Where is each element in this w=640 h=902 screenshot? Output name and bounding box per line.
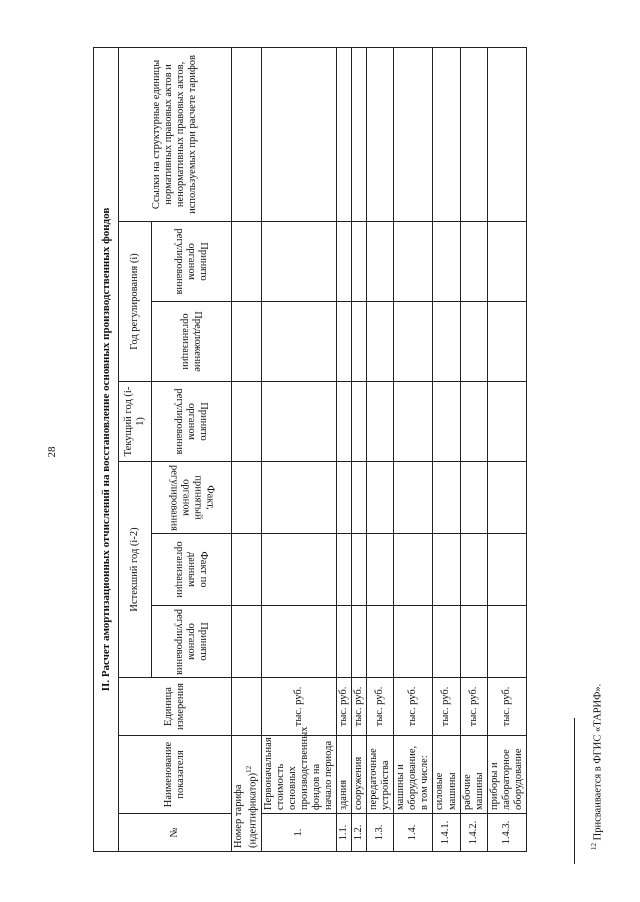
value-cell[interactable] <box>261 222 336 302</box>
row-no: 1.1. <box>337 814 352 852</box>
value-cell[interactable] <box>337 302 352 382</box>
value-cell[interactable] <box>367 302 394 382</box>
footnote-text: Присваивается в ФГИС «ТАРИФ». <box>592 683 604 841</box>
value-cell[interactable] <box>460 382 487 462</box>
row-name: передаточные устройства <box>367 736 394 814</box>
table-row <box>433 47 460 851</box>
row-unit: тыс. руб. <box>367 678 394 736</box>
subheader-accepted-regulator-3-text: Принято органом регулирования <box>174 228 210 295</box>
value-cell[interactable] <box>337 382 352 462</box>
value-cell[interactable] <box>261 382 336 462</box>
value-cell[interactable] <box>394 222 433 302</box>
reference-cell[interactable] <box>487 47 526 221</box>
tariff-cell <box>232 222 262 302</box>
value-cell[interactable] <box>460 606 487 678</box>
footnote-number: 12 <box>590 843 598 850</box>
value-cell[interactable] <box>487 534 526 606</box>
reference-cell[interactable] <box>433 47 460 221</box>
page-number: 28 <box>46 446 58 458</box>
subheader-org-proposal <box>152 302 232 382</box>
value-cell[interactable] <box>261 534 336 606</box>
amortization-table-container <box>93 48 613 852</box>
row-name: силовые машины <box>433 736 460 814</box>
value-cell[interactable] <box>261 302 336 382</box>
row-no: 1.4.3. <box>487 814 526 852</box>
value-cell[interactable] <box>460 534 487 606</box>
tariff-label-cell <box>232 736 262 852</box>
rotated-sheet <box>93 48 613 852</box>
header-unit: Единица измерения <box>119 678 232 736</box>
value-cell[interactable] <box>394 382 433 462</box>
tariff-cell <box>232 382 262 462</box>
table-row <box>487 47 526 851</box>
reference-cell[interactable] <box>394 47 433 221</box>
row-unit: тыс. руб. <box>433 678 460 736</box>
value-cell[interactable] <box>352 534 367 606</box>
tariff-cell <box>232 606 262 678</box>
header-expired-year: Истекший год (i-2) <box>119 462 152 678</box>
tariff-row <box>232 47 262 851</box>
value-cell[interactable] <box>487 606 526 678</box>
reference-cell[interactable] <box>261 47 336 221</box>
row-name: сооружения <box>352 736 367 814</box>
row-unit: тыс. руб. <box>261 678 336 736</box>
subheader-accepted-regulator-3 <box>152 222 232 302</box>
subheader-accepted-regulator-text: Принято органом регулирования <box>174 609 210 675</box>
value-cell[interactable] <box>367 534 394 606</box>
value-cell[interactable] <box>394 534 433 606</box>
row-name: приборы и лабораторное оборудование <box>487 736 526 814</box>
reference-cell[interactable] <box>367 47 394 221</box>
header-indicator: Наименование показателя <box>119 736 232 814</box>
value-cell[interactable] <box>337 534 352 606</box>
header-references: Ссылки на структурные единицы нормативных правовых актов и ненормативных правовых актов, используемых при расчете тарифов <box>119 47 232 221</box>
value-cell[interactable] <box>433 382 460 462</box>
header-regulation-year: Год регулирования (i) <box>119 222 152 382</box>
footnote <box>590 684 604 850</box>
row-name: здания <box>337 736 352 814</box>
value-cell[interactable] <box>337 222 352 302</box>
subheader-accepted-regulator <box>152 606 232 678</box>
value-cell[interactable] <box>261 462 336 534</box>
table-row <box>460 47 487 851</box>
tariff-label: Номер тарифа (идентификатор) <box>233 772 259 848</box>
table-row <box>337 47 352 851</box>
subheader-fact-org-text: Факт по данным организации <box>174 541 210 598</box>
row-no: 1.3. <box>367 814 394 852</box>
value-cell[interactable] <box>352 302 367 382</box>
row-unit: тыс. руб. <box>460 678 487 736</box>
subheader-fact-org <box>152 534 232 606</box>
value-cell[interactable] <box>487 302 526 382</box>
subheader-org-proposal-text: Предложение организации <box>180 311 204 372</box>
reference-cell[interactable] <box>460 47 487 221</box>
subheader-fact-accepted <box>152 462 232 534</box>
tariff-cell <box>232 462 262 534</box>
row-no: 1.4. <box>394 814 433 852</box>
row-unit: тыс. руб. <box>352 678 367 736</box>
row-no: 1.4.2. <box>460 814 487 852</box>
value-cell[interactable] <box>433 302 460 382</box>
table-row <box>394 47 433 851</box>
reference-cell[interactable] <box>352 47 367 221</box>
footnote-separator <box>574 718 575 864</box>
value-cell[interactable] <box>394 302 433 382</box>
value-cell[interactable] <box>460 462 487 534</box>
value-cell[interactable] <box>352 382 367 462</box>
row-unit: тыс. руб. <box>487 678 526 736</box>
row-no: 1.4.1. <box>433 814 460 852</box>
subheader-accepted-regulator-2-text: Принято органом регулирования <box>174 388 210 455</box>
value-cell[interactable] <box>352 222 367 302</box>
value-cell[interactable] <box>337 606 352 678</box>
subheader-accepted-regulator-2 <box>152 382 232 462</box>
table-row <box>261 47 336 851</box>
tariff-cell <box>232 534 262 606</box>
row-no: 1. <box>261 814 336 852</box>
row-name: Первоначальная стоимость основных производственных фондов на начало периода <box>261 736 336 814</box>
value-cell[interactable] <box>433 462 460 534</box>
reference-cell[interactable] <box>337 47 352 221</box>
value-cell[interactable] <box>367 606 394 678</box>
row-name: рабочие машины <box>460 736 487 814</box>
row-name: машины и оборудование, в том числе: <box>394 736 433 814</box>
value-cell[interactable] <box>352 606 367 678</box>
section-title: II. Расчет амортизационных отчислений на восстановление основных производственных фондов <box>94 47 119 851</box>
tariff-cell <box>232 678 262 736</box>
value-cell[interactable] <box>394 606 433 678</box>
row-unit: тыс. руб. <box>394 678 433 736</box>
value-cell[interactable] <box>487 382 526 462</box>
value-cell[interactable] <box>433 222 460 302</box>
value-cell[interactable] <box>367 462 394 534</box>
row-no: 1.2. <box>352 814 367 852</box>
tariff-footnote-ref: 12 <box>245 765 254 773</box>
value-cell[interactable] <box>352 462 367 534</box>
value-cell[interactable] <box>460 222 487 302</box>
value-cell[interactable] <box>394 462 433 534</box>
value-cell[interactable] <box>337 462 352 534</box>
value-cell[interactable] <box>487 462 526 534</box>
table-row <box>352 47 367 851</box>
tariff-cell <box>232 302 262 382</box>
amortization-table <box>93 47 527 852</box>
value-cell[interactable] <box>261 606 336 678</box>
tariff-cell <box>232 47 262 221</box>
value-cell[interactable] <box>433 534 460 606</box>
value-cell[interactable] <box>460 302 487 382</box>
row-unit: тыс. руб. <box>337 678 352 736</box>
subheader-fact-accepted-text: Факт, принятый органом регулирования <box>168 465 216 531</box>
value-cell[interactable] <box>487 222 526 302</box>
value-cell[interactable] <box>433 606 460 678</box>
value-cell[interactable] <box>367 222 394 302</box>
header-current-year: Текущий год (i-1) <box>119 382 152 462</box>
header-no: № <box>119 814 232 852</box>
table-row <box>367 47 394 851</box>
value-cell[interactable] <box>367 382 394 462</box>
